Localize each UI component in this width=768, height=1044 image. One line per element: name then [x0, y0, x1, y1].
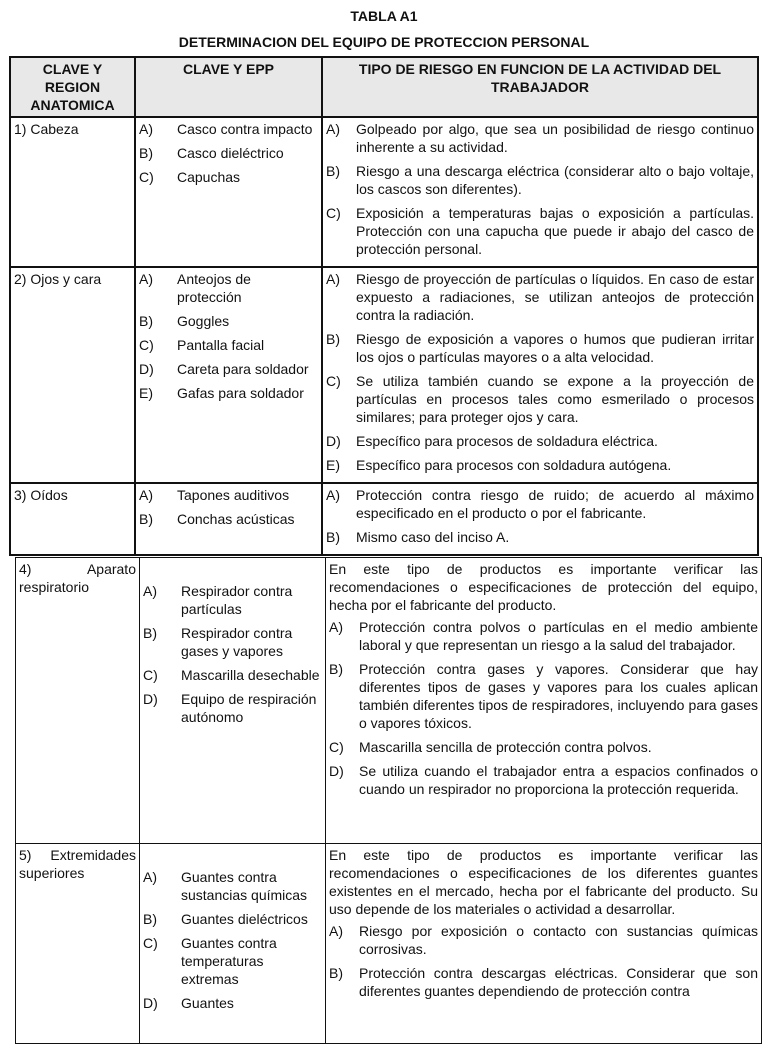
risk-cell — [322, 117, 758, 267]
epp-text: Careta para soldador — [177, 361, 309, 377]
risk-cell — [326, 558, 762, 844]
epp-text: Equipo de respiración autónomo — [181, 691, 317, 725]
risk-key: B) — [329, 965, 343, 981]
epp-text: Goggles — [177, 313, 230, 329]
epp-key: D) — [143, 691, 158, 707]
risk-key: A) — [329, 619, 343, 635]
epp-key: C) — [139, 337, 154, 353]
risk-key: A) — [326, 121, 340, 137]
risk-text: Específico para procesos de soldadura eléctrica. — [356, 433, 658, 449]
ppe-table-part-2 — [15, 557, 762, 1044]
risk-key: B) — [326, 529, 340, 545]
table-subtitle: DETERMINACION DEL EQUIPO DE PROTECCION PERSONAL — [178, 34, 590, 50]
epp-text: Anteojos de protección — [177, 271, 251, 305]
region-rest: superiores — [19, 865, 85, 881]
header-risk: TIPO DE RIESGO EN FUNCION DE LA ACTIVIDAD DEL TRABAJADOR — [322, 57, 758, 117]
risk-key: B) — [329, 661, 343, 677]
table-row — [10, 267, 758, 483]
region-number: 4) — [19, 561, 32, 577]
risk-text: Protección contra descargas eléctricas. Considerar que son diferentes guantes dependiendo de protección contra — [359, 965, 758, 999]
epp-key: B) — [139, 145, 153, 161]
region-cell: 2) Ojos y cara — [10, 267, 135, 483]
risk-text: Se utiliza también cuando se expone a la proyección de partículas en procesos tales como esmerilado o procesos similares; para proteger ojos y cara. — [356, 373, 754, 425]
header-epp: CLAVE Y EPP — [135, 57, 322, 117]
risk-key: C) — [326, 205, 341, 221]
risk-text: Riesgo a una descarga eléctrica (considerar alto o bajo voltaje, los cascos son diferentes). — [356, 163, 754, 197]
epp-key: A) — [143, 869, 157, 885]
epp-text: Respirador contra partículas — [181, 583, 293, 617]
epp-key: C) — [139, 169, 154, 185]
epp-cell — [135, 117, 322, 267]
region-word: Aparato — [86, 561, 136, 577]
epp-text: Guantes — [181, 995, 234, 1011]
region-rest: respiratorio — [19, 579, 90, 595]
epp-cell — [140, 558, 326, 844]
risk-key: B) — [326, 331, 340, 347]
risk-cell — [326, 844, 762, 1044]
region-cell — [16, 558, 140, 844]
risk-key: A) — [326, 271, 340, 287]
epp-cell — [140, 844, 326, 1044]
epp-cell — [135, 267, 322, 483]
risk-text: Riesgo de proyección de partículas o líquidos. En caso de estar expuesto a radiaciones, se utilizan anteojos de protección contra la radiación. — [356, 271, 754, 323]
epp-text: Guantes contra temperaturas extremas — [181, 935, 277, 987]
risk-key: A) — [329, 923, 343, 939]
epp-key: D) — [139, 361, 154, 377]
epp-key: C) — [143, 667, 158, 683]
table-title: TABLA A1 — [350, 8, 418, 24]
epp-key: B) — [139, 313, 153, 329]
epp-key: C) — [143, 935, 158, 951]
epp-key: B) — [139, 511, 153, 527]
table-row — [16, 558, 762, 844]
epp-key: B) — [143, 911, 157, 927]
risk-cell — [322, 483, 758, 555]
risk-intro: En este tipo de productos es importante verificar las recomendaciones o especificaciones de los diferentes guantes existentes en el mercado, hecha por el fabricante del producto. Su uso depende de los materiales o actividad a desarrollar. — [329, 847, 758, 917]
epp-text: Gafas para soldador — [177, 385, 304, 401]
region-cell: 1) Cabeza — [10, 117, 135, 267]
epp-key: D) — [143, 995, 158, 1011]
epp-cell — [135, 483, 322, 555]
risk-cell — [322, 267, 758, 483]
epp-text: Tapones auditivos — [177, 487, 290, 503]
risk-text: Mascarilla sencilla de protección contra polvos. — [359, 739, 652, 755]
epp-text: Mascarilla desechable — [181, 667, 320, 683]
region-word: Extremidades — [50, 847, 136, 863]
risk-text: Riesgo de exposición a vapores o humos que pudieran irritar los ojos o partículas mayores o a alta velocidad. — [356, 331, 754, 365]
risk-text: Específico para procesos con soldadura autógena. — [356, 457, 672, 473]
ppe-table-part-1 — [9, 56, 759, 556]
risk-text: Protección contra polvos o partículas en el medio ambiente laboral y que representan un riesgo a la salud del trabajador. — [359, 619, 758, 653]
epp-text: Casco contra impacto — [177, 121, 313, 137]
risk-key: D) — [329, 763, 344, 779]
header-region: CLAVE Y REGION ANATOMICA — [10, 57, 135, 117]
risk-key: B) — [326, 163, 340, 179]
epp-text: Guantes contra sustancias químicas — [181, 869, 308, 903]
risk-text: Riesgo por exposición o contacto con sustancias químicas corrosivas. — [359, 923, 758, 957]
table-row — [16, 844, 762, 1044]
epp-text: Capuchas — [177, 169, 241, 185]
epp-key: A) — [143, 583, 157, 599]
risk-text: Se utiliza cuando el trabajador entra a espacios confinados o cuando un respirador no proporciona la protección requerida. — [359, 763, 758, 797]
risk-key: C) — [326, 373, 341, 389]
risk-text: Protección contra gases y vapores. Considerar que hay diferentes tipos de gases y vapores para los cuales aplican también diferentes tipos de respiradores, incluyendo para gases o vapores tóxicos. — [359, 661, 758, 731]
epp-key: B) — [143, 625, 157, 641]
risk-text: Mismo caso del inciso A. — [356, 529, 510, 545]
risk-key: C) — [329, 739, 344, 755]
region-cell: 3) Oídos — [10, 483, 135, 555]
risk-text: Exposición a temperaturas bajas o exposición a partículas. Protección con una capucha que puede ir abajo del casco de protección personal. — [356, 205, 754, 257]
epp-text: Conchas acústicas — [177, 511, 295, 527]
risk-key: A) — [326, 487, 340, 503]
risk-text: Protección contra riesgo de ruido; de acuerdo al máximo especificado en el producto o por el fabricante. — [356, 487, 754, 521]
risk-text: Golpeado por algo, que sea un posibilidad de riesgo continuo inherente a su actividad. — [356, 121, 754, 155]
epp-text: Guantes dieléctricos — [181, 911, 308, 927]
epp-key: A) — [139, 487, 153, 503]
epp-text: Respirador contra gases y vapores — [181, 625, 293, 659]
region-number: 5) — [19, 847, 32, 863]
epp-text: Casco dieléctrico — [177, 145, 284, 161]
region-cell — [16, 844, 140, 1044]
risk-key: D) — [326, 433, 341, 449]
epp-key: E) — [139, 385, 153, 401]
risk-intro: En este tipo de productos es importante verificar las recomendaciones o especificaciones de protección del equipo, hecha por el fabricante del producto. — [329, 561, 758, 613]
epp-key: A) — [139, 271, 153, 287]
epp-text: Pantalla facial — [177, 337, 265, 353]
header-row — [10, 57, 758, 117]
epp-key: A) — [139, 121, 153, 137]
table-row — [10, 483, 758, 555]
risk-key: E) — [326, 457, 340, 473]
table-row — [10, 117, 758, 267]
